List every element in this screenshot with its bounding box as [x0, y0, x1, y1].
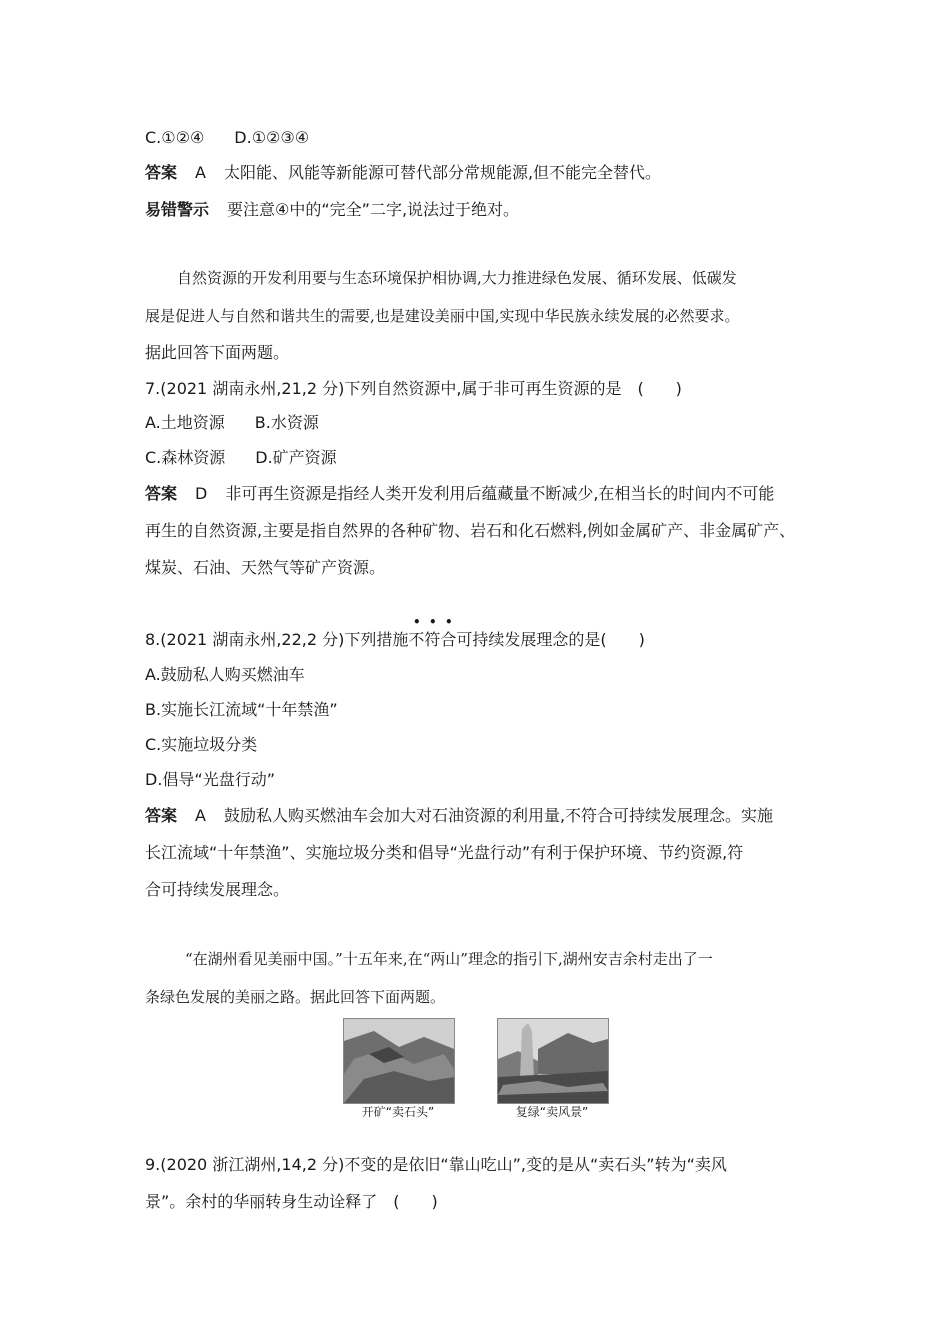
greenery-photo	[497, 1018, 609, 1104]
q7-option-d: D.矿产资源	[255, 448, 337, 467]
q8-answer-line2: 长江流域“十年禁渔”、实施垃圾分类和倡导“光盘行动”有利于保护环境、节约资源,符	[145, 843, 744, 862]
q8-stem	[145, 629, 645, 651]
q7-option-a: A.土地资源	[145, 413, 225, 432]
q7-stem: 7.(2021 湖南永州,21,2 分)下列自然资源中,属于非可再生资源的是 ( )	[145, 379, 682, 398]
q8-stem-emphasis: 不符合	[408, 630, 457, 649]
warning-label: 易错警示	[145, 200, 210, 219]
q9-stem-line1: 9.(2020 浙江湖州,14,2 分)不变的是依旧“靠山吃山”,变的是从“卖石头”转为“卖风	[145, 1155, 727, 1174]
q8-answer-line1	[145, 805, 773, 827]
answer-letter: D	[195, 484, 208, 503]
q6-warning	[145, 199, 519, 221]
answer-letter: A	[195, 806, 206, 825]
passage1-line1: 自然资源的开发利用要与生态环境保护相协调,大力推进绿色发展、循环发展、低碳发	[177, 269, 737, 287]
q7-answer-line1	[145, 483, 774, 505]
q7-options-cd	[145, 447, 337, 469]
q7-option-b: B.水资源	[254, 413, 319, 432]
answer-text: 鼓励私人购买燃油车会加大对石油资源的利用量,不符合可持续发展理念。实施	[223, 806, 774, 825]
q7-answer-line3: 煤炭、石油、天然气等矿产资源。	[145, 558, 386, 577]
q6-option-d: D.①②③④	[234, 128, 310, 147]
answer-letter: A	[195, 163, 206, 182]
q7-option-c: C.森林资源	[145, 448, 226, 467]
q7-answer-line2: 再生的自然资源,主要是指自然界的各种矿物、岩石和化石燃料,例如金属矿产、非金属矿产、	[145, 521, 796, 540]
q9-stem-line2: 景”。余村的华丽转身生动诠释了 ( )	[145, 1192, 438, 1211]
answer-label: 答案	[145, 484, 178, 503]
passage2-line2: 条绿色发展的美丽之路。据此回答下面两题。	[145, 988, 446, 1006]
answer-label: 答案	[145, 806, 178, 825]
q8-option-c: C.实施垃圾分类	[145, 735, 258, 754]
greenery-caption: 复绿“卖风景”	[515, 1105, 589, 1119]
q6-option-c: C.①②④	[145, 128, 205, 147]
q8-answer-line3: 合可持续发展理念。	[145, 880, 290, 899]
q7-options-ab	[145, 412, 319, 434]
emphasis-dots: • • •	[413, 615, 453, 629]
quarry-photo	[343, 1018, 455, 1104]
q6-answer	[145, 162, 661, 184]
q8-stem-suffix: 可持续发展理念的是( )	[456, 630, 645, 649]
answer-label: 答案	[145, 163, 178, 182]
passage2-line1: “在湖州看见美丽中国。”十五年来,在“两山”理念的指引下,湖州安吉余村走出了一	[185, 950, 713, 968]
q6-options-cd	[145, 127, 309, 149]
answer-text: 太阳能、风能等新能源可替代部分常规能源,但不能完全替代。	[223, 163, 662, 182]
q8-option-d: D.倡导“光盘行动”	[145, 770, 275, 789]
q8-option-a: A.鼓励私人购买燃油车	[145, 665, 305, 684]
warning-text: 要注意④中的“完全”二字,说法过于绝对。	[227, 200, 520, 219]
q8-stem-prefix: 8.(2021 湖南永州,22,2 分)下列措施	[145, 630, 409, 649]
q8-option-b: B.实施长江流域“十年禁渔”	[145, 700, 338, 719]
quarry-caption: 开矿“卖石头”	[361, 1105, 435, 1119]
passage1-line3: 据此回答下面两题。	[145, 343, 290, 362]
passage1-line2: 展是促进人与自然和谐共生的需要,也是建设美丽中国,实现中华民族永续发展的必然要求。	[145, 307, 740, 325]
answer-text: 非可再生资源是指经人类开发利用后蕴藏量不断减少,在相当长的时间内不可能	[225, 484, 775, 503]
